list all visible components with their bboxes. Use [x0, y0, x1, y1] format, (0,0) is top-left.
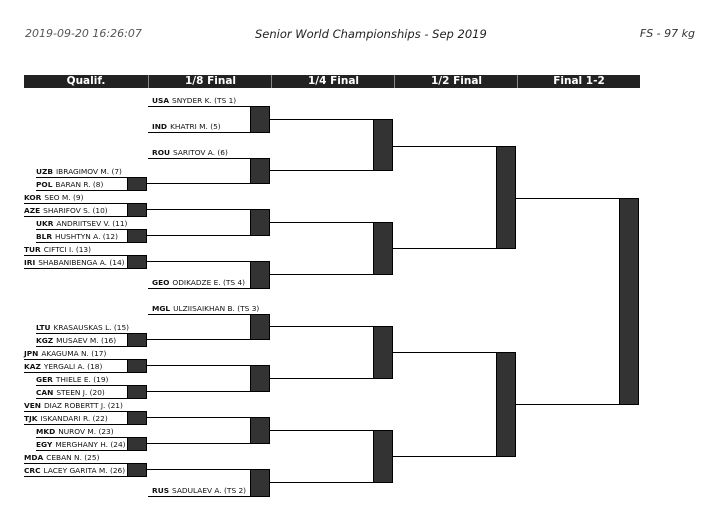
athlete-name: YERGALI A. (18) — [43, 362, 103, 371]
country-code: GER — [36, 375, 53, 384]
country-code: MGL — [152, 304, 171, 313]
round-of-16-entry — [152, 304, 259, 313]
athlete-name: BARAN R. (8) — [55, 180, 104, 189]
country-code: GEO — [152, 278, 170, 287]
advance-line — [147, 365, 251, 366]
country-code: CAN — [36, 388, 54, 397]
athlete-name: ODIKADZE E. (TS 4) — [172, 278, 246, 287]
advance-line — [147, 443, 251, 444]
entry-line — [148, 288, 251, 289]
entry-line — [36, 385, 127, 386]
athlete-name: HUSHTYN A. (12) — [55, 232, 118, 241]
entry-line — [148, 106, 251, 107]
entry-line — [148, 496, 251, 497]
qualification-match-box — [127, 359, 147, 373]
advance-line — [393, 248, 497, 249]
qualification-entry — [36, 167, 122, 176]
round-of-16-entry — [152, 278, 245, 287]
qualification-entry — [24, 193, 83, 202]
quarter-final-match-box — [373, 326, 393, 379]
country-code: TJK — [24, 414, 38, 423]
country-code: CRC — [24, 466, 41, 475]
entry-line — [36, 333, 127, 334]
qualification-match-box — [127, 463, 147, 477]
qualification-entry — [24, 414, 108, 423]
entry-line — [24, 411, 127, 412]
advance-line — [270, 170, 374, 171]
qualification-entry — [36, 180, 103, 189]
semi-final-match-box — [496, 352, 516, 457]
advance-line — [270, 326, 374, 327]
quarter-final-match-box — [373, 222, 393, 275]
advance-line — [270, 222, 374, 223]
advance-line — [147, 339, 251, 340]
semi-final-match-box — [496, 146, 516, 249]
round-of-16-entry — [152, 122, 221, 131]
entry-line — [148, 132, 251, 133]
advance-line — [270, 430, 374, 431]
advance-line — [147, 235, 251, 236]
country-code: KGZ — [36, 336, 54, 345]
final-match-box — [619, 198, 639, 405]
event-title: Senior World Championships - Sep 2019 — [255, 27, 487, 41]
weight-category: FS - 97 kg — [639, 27, 695, 40]
round-header-1-4-final: 1/4 Final — [271, 75, 395, 88]
athlete-name: CEBAN N. (25) — [46, 453, 100, 462]
advance-line — [516, 404, 620, 405]
advance-line — [147, 417, 251, 418]
qualification-match-box — [127, 255, 147, 269]
athlete-name: CIFTCI I. (13) — [43, 245, 92, 254]
country-code: AZE — [24, 206, 41, 215]
round-of-16-entry — [152, 96, 236, 105]
qualification-entry — [36, 219, 127, 228]
round-of-16-match-box — [250, 158, 270, 184]
round-of-16-match-box — [250, 469, 270, 497]
country-code: LTU — [36, 323, 51, 332]
qualification-entry — [36, 440, 126, 449]
qualification-entry — [24, 349, 106, 358]
country-code: JPN — [24, 349, 39, 358]
athlete-name: MERGHANY H. (24) — [55, 440, 126, 449]
qualification-match-box — [127, 411, 147, 425]
country-code: TUR — [24, 245, 41, 254]
country-code: KAZ — [24, 362, 41, 371]
round-of-16-match-box — [250, 314, 270, 340]
athlete-name: ULZIISAIKHAN B. (TS 3) — [173, 304, 260, 313]
athlete-name: ISKANDARI R. (22) — [40, 414, 108, 423]
header-timestamp: 2019-09-20 16:26:07 — [25, 27, 142, 40]
round-of-16-match-box — [250, 209, 270, 236]
advance-line — [147, 469, 251, 470]
advance-line — [270, 378, 374, 379]
round-header-1-8-final: 1/8 Final — [148, 75, 272, 88]
country-code: UKR — [36, 219, 54, 228]
qualification-entry — [24, 466, 125, 475]
qualification-entry — [36, 336, 116, 345]
athlete-name: SHABANIBENGA A. (14) — [38, 258, 125, 267]
qualification-entry — [24, 258, 125, 267]
round-header-final: Final 1-2 — [517, 75, 640, 88]
advance-line — [270, 482, 374, 483]
country-code: KOR — [24, 193, 42, 202]
qualification-entry — [24, 206, 108, 215]
round-of-16-match-box — [250, 261, 270, 289]
qualification-match-box — [127, 385, 147, 399]
qualification-match-box — [127, 203, 147, 217]
athlete-name: AKAGUMA N. (17) — [41, 349, 107, 358]
country-code: EGY — [36, 440, 53, 449]
athlete-name: KRASAUSKAS L. (15) — [53, 323, 130, 332]
entry-line — [24, 424, 127, 425]
advance-line — [147, 391, 251, 392]
qualification-entry — [36, 388, 105, 397]
entry-line — [36, 450, 127, 451]
qualification-match-box — [127, 437, 147, 451]
athlete-name: SHARIFOV S. (10) — [43, 206, 108, 215]
entry-line — [24, 203, 127, 204]
athlete-name: SADULAEV A. (TS 2) — [172, 486, 247, 495]
qualification-entry — [24, 362, 102, 371]
athlete-name: STEEN J. (20) — [56, 388, 105, 397]
qualification-entry — [36, 323, 129, 332]
advance-line — [147, 209, 251, 210]
athlete-name: MUSAEV M. (16) — [56, 336, 117, 345]
entry-line — [36, 229, 127, 230]
qualification-entry — [36, 232, 118, 241]
entry-line — [24, 268, 127, 269]
entry-line — [148, 314, 251, 315]
athlete-name: SEO M. (9) — [44, 193, 84, 202]
round-of-16-entry — [152, 486, 246, 495]
country-code: MDA — [24, 453, 44, 462]
athlete-name: SNYDER K. (TS 1) — [172, 96, 237, 105]
round-header-qualif: Qualif. — [24, 75, 148, 88]
entry-line — [36, 177, 127, 178]
quarter-final-match-box — [373, 430, 393, 483]
entry-line — [24, 476, 127, 477]
country-code: IND — [152, 122, 168, 131]
qualification-entry — [24, 401, 123, 410]
qualification-match-box — [127, 177, 147, 191]
round-header-1-2-final: 1/2 Final — [394, 75, 518, 88]
advance-line — [393, 352, 497, 353]
advance-line — [393, 146, 497, 147]
athlete-name: LACEY GARITA M. (26) — [43, 466, 126, 475]
entry-line — [36, 346, 127, 347]
quarter-final-match-box — [373, 119, 393, 171]
advance-line — [516, 198, 620, 199]
entry-line — [36, 398, 127, 399]
athlete-name: ANDRIITSEV V. (11) — [56, 219, 128, 228]
qualification-entry — [24, 453, 99, 462]
qualification-entry — [36, 427, 114, 436]
country-code: MKD — [36, 427, 56, 436]
athlete-name: KHATRI M. (5) — [170, 122, 221, 131]
athlete-name: IBRAGIMOV M. (7) — [56, 167, 122, 176]
country-code: ROU — [152, 148, 170, 157]
country-code: RUS — [152, 486, 170, 495]
entry-line — [148, 158, 251, 159]
athlete-name: NUROV M. (23) — [58, 427, 114, 436]
qualification-match-box — [127, 229, 147, 243]
qualification-entry — [36, 375, 108, 384]
athlete-name: SARITOV A. (6) — [172, 148, 228, 157]
advance-line — [147, 261, 251, 262]
advance-line — [270, 274, 374, 275]
entry-line — [36, 242, 127, 243]
country-code: IRI — [24, 258, 36, 267]
country-code: USA — [152, 96, 170, 105]
qualification-entry — [24, 245, 91, 254]
entry-line — [24, 463, 127, 464]
entry-line — [36, 190, 127, 191]
country-code: VEN — [24, 401, 41, 410]
entry-line — [36, 437, 127, 438]
round-of-16-match-box — [250, 365, 270, 392]
entry-line — [24, 216, 127, 217]
athlete-name: THIELE E. (19) — [55, 375, 109, 384]
athlete-name: DIAZ ROBERTT J. (21) — [43, 401, 123, 410]
country-code: UZB — [36, 167, 53, 176]
advance-line — [270, 119, 374, 120]
entry-line — [24, 372, 127, 373]
round-of-16-entry — [152, 148, 228, 157]
country-code: BLR — [36, 232, 53, 241]
advance-line — [393, 456, 497, 457]
qualification-match-box — [127, 333, 147, 347]
round-of-16-match-box — [250, 417, 270, 444]
entry-line — [24, 255, 127, 256]
round-of-16-match-box — [250, 106, 270, 133]
entry-line — [24, 359, 127, 360]
advance-line — [147, 183, 251, 184]
country-code: POL — [36, 180, 53, 189]
